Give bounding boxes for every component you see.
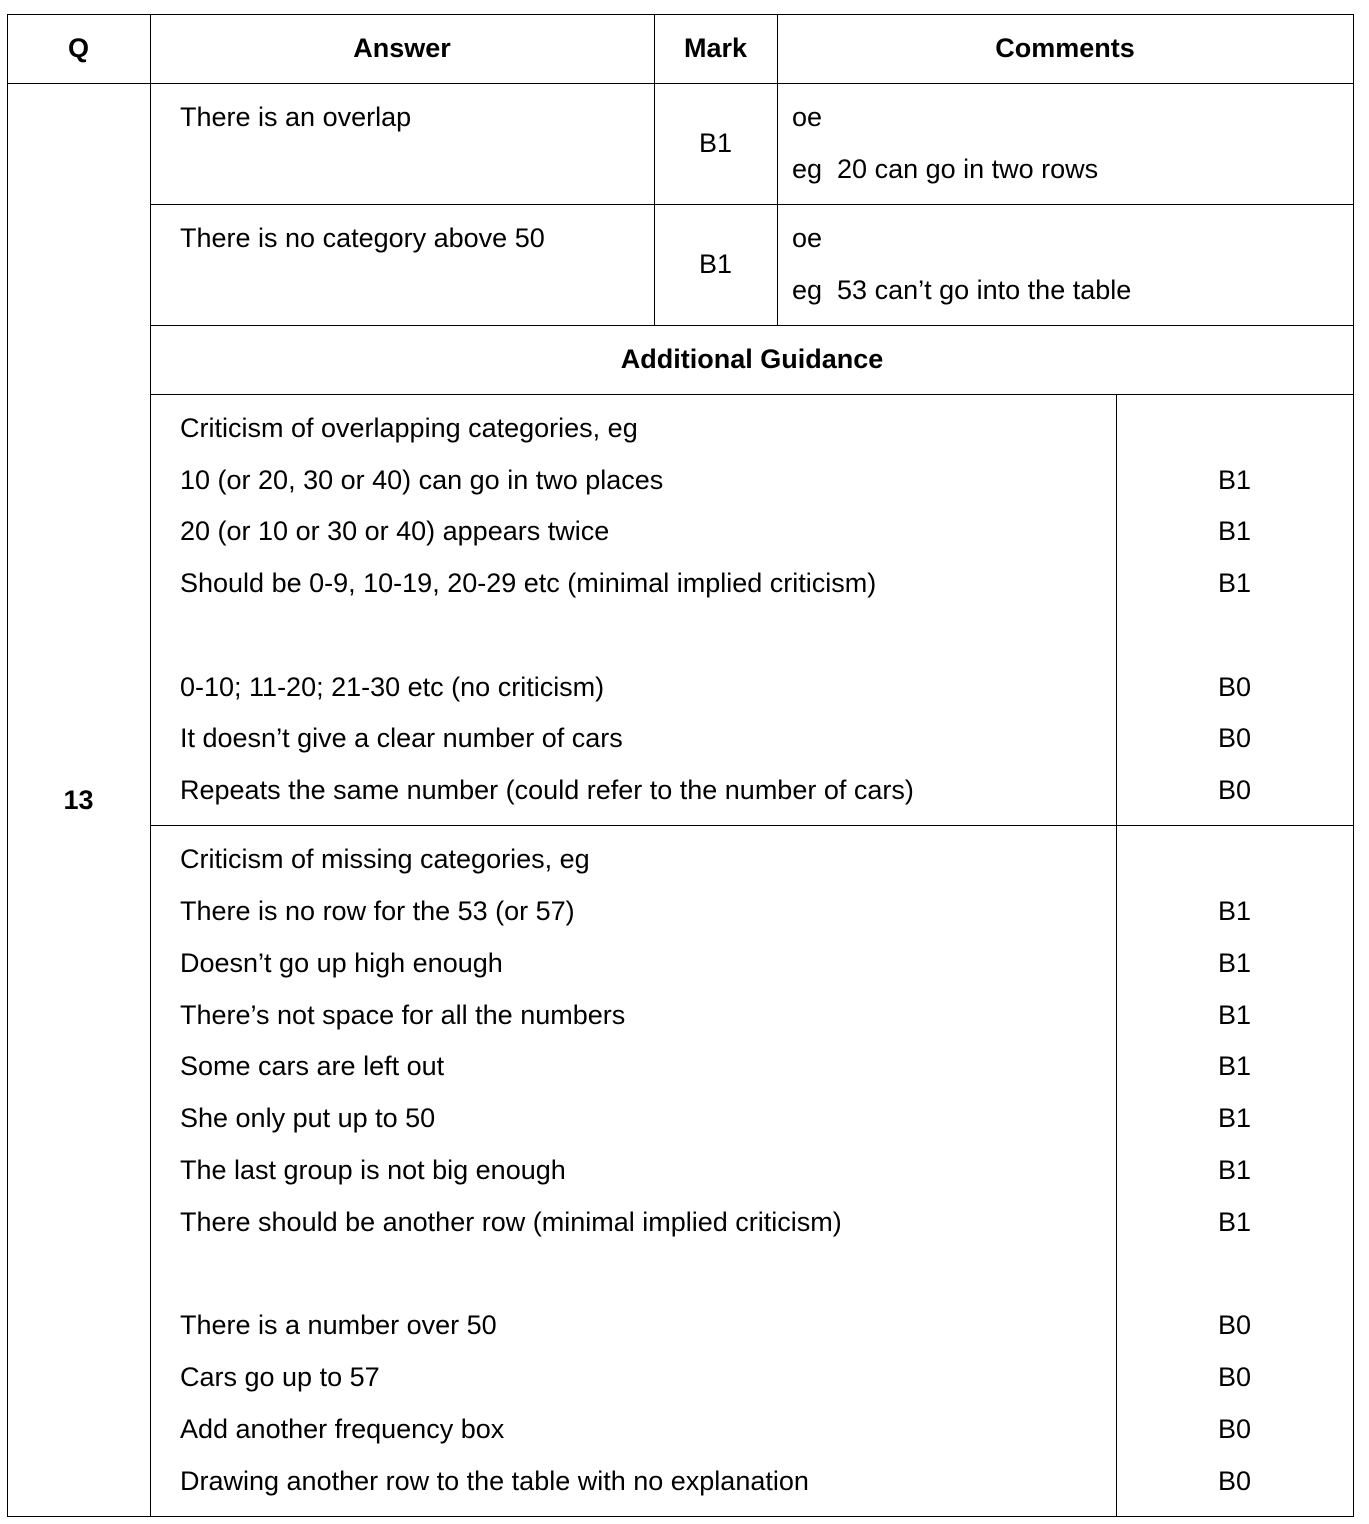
guidance-2-row-4-text: There’s not space for all the numbers [180, 1000, 626, 1030]
guidance-1-row-6-text: It doesn’t give a clear number of cars [180, 723, 623, 753]
answer-1-comment-1: oe [792, 102, 823, 132]
guidance-2-row-2-text: There is no row for the 53 (or 57) [180, 896, 575, 926]
guidance-2-row-5-mark: B1 [1217, 1051, 1252, 1081]
guidance-title-bottom-border [150, 394, 1354, 395]
guidance-2-row-6-mark: B1 [1217, 1103, 1252, 1133]
guidance-2-row-12-text: Drawing another row to the table with no explanation [180, 1466, 809, 1496]
guidance-2-row-8-mark: B1 [1217, 1207, 1252, 1237]
header-mark: Mark [683, 33, 748, 63]
guidance-1-row-1-text: Criticism of overlapping categories, eg [180, 413, 638, 443]
guidance-2-row-7-text: The last group is not big enough [180, 1155, 566, 1185]
guidance-2-row-12-mark: B0 [1217, 1466, 1252, 1496]
table-bottom-border [7, 1516, 1354, 1517]
answer-2-comment-1: oe [792, 223, 823, 253]
table-top-border [7, 14, 1354, 15]
guidance-2-row-11-text: Add another frequency box [180, 1414, 505, 1444]
guidance-1-row-2-mark: B1 [1217, 465, 1252, 495]
header-comments: Comments [995, 33, 1135, 63]
guidance-block-1-bottom-border [150, 825, 1354, 826]
table-right-border [1353, 14, 1354, 1517]
answer-1-comment-2: eg 20 can go in two rows [792, 154, 1099, 184]
q-column-divider [150, 14, 151, 1517]
guidance-2-row-2-mark: B1 [1217, 896, 1252, 926]
guidance-1-row-7-text: Repeats the same number (could refer to the number of cars) [180, 775, 914, 805]
header-bottom-border [7, 83, 1354, 84]
guidance-2-row-10-text: Cars go up to 57 [180, 1362, 380, 1392]
guidance-1-row-3-mark: B1 [1217, 516, 1252, 546]
guidance-2-row-6-text: She only put up to 50 [180, 1103, 436, 1133]
guidance-2-row-8-text: There should be another row (minimal implied criticism) [180, 1207, 842, 1237]
additional-guidance-title: Additional Guidance [620, 344, 884, 374]
header-q: Q [67, 33, 89, 63]
guidance-1-row-4-mark: B1 [1217, 568, 1252, 598]
guidance-1-row-2-text: 10 (or 20, 30 or 40) can go in two places [180, 465, 664, 495]
guidance-1-row-7-mark: B0 [1217, 775, 1252, 805]
guidance-2-row-9-text: There is a number over 50 [180, 1310, 497, 1340]
guidance-1-row-6-mark: B0 [1217, 723, 1252, 753]
guidance-2-row-3-text: Doesn’t go up high enough [180, 948, 503, 978]
answer-1-text: There is an overlap [180, 102, 412, 132]
answer-2-text: There is no category above 50 [180, 223, 545, 253]
answer-row-1-bottom-border [150, 204, 1354, 205]
guidance-2-row-3-mark: B1 [1217, 948, 1252, 978]
guidance-1-row-5-text: 0-10; 11-20; 21-30 etc (no criticism) [180, 672, 605, 702]
table-left-border [7, 14, 8, 1517]
answer-2-comment-2: eg 53 can’t go into the table [792, 275, 1132, 305]
guidance-2-row-9-mark: B0 [1217, 1310, 1252, 1340]
guidance-2-row-5-text: Some cars are left out [180, 1051, 445, 1081]
guidance-2-row-4-mark: B1 [1217, 1000, 1252, 1030]
guidance-1-row-5-mark: B0 [1217, 672, 1252, 702]
guidance-2-row-1-text: Criticism of missing categories, eg [180, 844, 590, 874]
guidance-1-row-3-text: 20 (or 10 or 30 or 40) appears twice [180, 516, 610, 546]
answer-1-mark: B1 [698, 128, 733, 158]
header-answer: Answer [353, 33, 451, 63]
guidance-1-row-4-text: Should be 0-9, 10-19, 20-29 etc (minimal implied criticism) [180, 568, 877, 598]
guidance-2-row-10-mark: B0 [1217, 1362, 1252, 1392]
answer-2-mark: B1 [698, 249, 733, 279]
question-number: 13 [63, 785, 94, 815]
answer-row-2-bottom-border [150, 325, 1354, 326]
guidance-2-row-11-mark: B0 [1217, 1414, 1252, 1444]
guidance-2-row-7-mark: B1 [1217, 1155, 1252, 1185]
